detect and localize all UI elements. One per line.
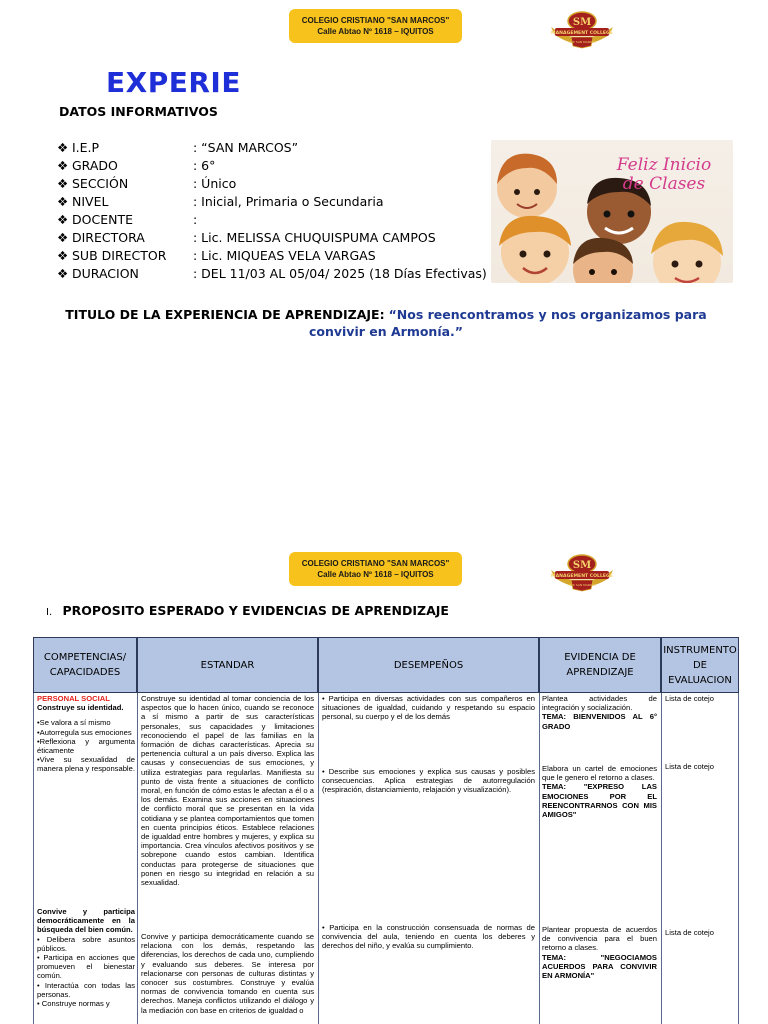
capacidad-item: • Delibera sobre asuntos públicos.	[37, 934, 135, 953]
column-divider	[738, 693, 739, 1024]
header-estandar: ESTANDAR	[137, 637, 318, 693]
info-value: : Inicial, Primaria o Secundaria	[193, 194, 384, 209]
diamond-bullet-icon: ❖	[57, 194, 69, 209]
info-row-nivel	[57, 194, 497, 212]
capacidad-item: •Vive su sexualidad de manera plena y responsable.	[37, 755, 135, 774]
info-label: DOCENTE	[72, 212, 133, 227]
instrumento-cell-1: Lista de cotejo	[665, 694, 714, 703]
info-row-subdirector	[57, 248, 497, 266]
estandar-cell-2: Convive y participa democráticamente cuando se relaciona con los demás, respetando las diferencias, los derechos de cada uno, cumpliendo y evaluando sus deberes. Se interesa por relacionarse con personas de culturas distintas y conocer sus costumbres. Construye y evalúa normas de convivencia tomando en cuenta sus derechos. Maneja conflictos utilizando el diálogo y la mediación con base en criterios de igualdad o	[141, 932, 314, 1015]
school-address: Calle Abtao Nº 1618 – IQUITOS	[317, 27, 434, 36]
evidencia-cell-1	[542, 694, 657, 731]
seal-initials: SM	[572, 560, 592, 571]
evidencia-text: Plantear propuesta de acuerdos de convivencia para el buen retorno a clases.	[542, 925, 657, 953]
capacidad-item: • Participa en acciones que promueven el bienestar común.	[37, 953, 135, 981]
area-label: PERSONAL SOCIAL	[37, 694, 110, 703]
info-label: NIVEL	[72, 194, 109, 209]
evidencia-cell-3	[542, 925, 657, 980]
experience-title-value: “Nos reencontramos y nos organizamos para convivir en Armonía.”	[308, 307, 707, 339]
info-row-seccion	[57, 176, 497, 194]
evidencia-cell-2	[542, 764, 657, 819]
desempeno-cell-1: • Participa en diversas actividades con sus compañeros en situaciones de igualdad, cuidando y respetando su espacio personal, su cuerpo y el de los demás	[322, 694, 535, 722]
evidencia-tema: TEMA: "EXPRESO LAS EMOCIONES POR EL REENCONTRARNOS CON MIS AMIGOS"	[542, 782, 657, 820]
info-label: SUB DIRECTOR	[72, 248, 167, 263]
seal-initials: SM	[572, 17, 592, 28]
info-label: SECCIÓN	[72, 176, 129, 191]
evidencia-text: Plantea actividades de integración y socialización.	[542, 694, 657, 713]
estandar-cell-1: Construye su identidad al tomar conciencia de los aspectos que lo hacen único, cuando se reconoce a sí mismo a partir de sus características personales, sus capacidades y limitaciones reconociendo el papel de las familias en la formación de dichas características. Aprecia su pertenencia cultural a un país diverso. Explica las causas y consecuencias de sus emociones, y utiliza estrategias para regularlas. Manifiesta su punto de vista frente a situaciones de conflicto moral, en función de cómo estas le afectan a él o a los demás. Examina sus acciones en situaciones de conflicto moral que se presentan en la vida cotidiana y se plantea comportamientos que tomen en cuenta principios éticos. Establece relaciones de igualdad entre hombres y mujeres, y explica su importancia. Crea vínculos afectivos positivos y se sobrepone cuando estos cambian. Identifica conductas para protegerse de situaciones que ponen en riesgo su integridad en relación a su sexualidad.	[141, 694, 314, 888]
diamond-bullet-icon: ❖	[57, 158, 69, 173]
header-desempenos: DESEMPEÑOS	[318, 637, 539, 693]
banner-text-line-2: de Clases	[622, 174, 706, 194]
info-value: :	[193, 212, 198, 227]
capacidad-item: •Se valora a sí mismo	[37, 718, 111, 728]
experience-title	[36, 306, 736, 340]
desempeno-cell-2: • Describe sus emociones y explica sus causas y posibles consecuencias. Aplica estrategias de autorregulación (respiración, distanciamiento, relajación y visualización).	[322, 767, 535, 795]
capacidad-item: • Construye normas y	[37, 999, 110, 1009]
evidencia-tema: TEMA: "NEGOCIAMOS ACUERDOS PARA CONVIVIR EN ARMONÍA"	[542, 952, 657, 981]
seal-sub: I.E.P. SAN MARCOS	[567, 583, 597, 587]
evidencia-text: Elabora un cartel de emociones que le genero el retorno a clases.	[542, 764, 657, 783]
banner-text	[599, 156, 729, 194]
info-value: : Lic. MELISSA CHUQUISPUMA CAMPOS	[193, 230, 436, 245]
info-row-docente	[57, 212, 497, 230]
evidencia-tema: TEMA: BIENVENIDOS AL 6° GRADO	[542, 712, 657, 731]
school-address: Calle Abtao Nº 1618 – IQUITOS	[317, 570, 434, 579]
column-divider	[137, 693, 138, 1024]
school-header-page-2	[289, 552, 462, 586]
info-value: : Lic. MIQUEAS VELA VARGAS	[193, 248, 376, 263]
column-divider	[661, 693, 662, 1024]
seal-sub: I.E.P. SAN MARCOS	[567, 40, 597, 44]
school-name: COLEGIO CRISTIANO "SAN MARCOS"	[301, 16, 450, 25]
capacidad-item: • Interactúa con todas las personas.	[37, 980, 135, 999]
banner-text-line-1: Feliz Inicio	[616, 155, 712, 175]
header-evidencia: EVIDENCIA DE APRENDIZAJE	[539, 637, 661, 693]
capacidad-item: •Autorregula sus emociones	[37, 727, 132, 737]
experience-title-label: TITULO DE LA EXPERIENCIA DE APRENDIZAJE:	[65, 307, 385, 322]
header-competencias: COMPETENCIAS/ CAPACIDADES	[33, 637, 137, 693]
feliz-inicio-banner-image	[491, 140, 733, 283]
school-name: COLEGIO CRISTIANO "SAN MARCOS"	[301, 559, 450, 568]
info-row-duracion	[57, 266, 497, 284]
info-value: : 6°	[193, 158, 216, 173]
desempeno-text: Describe sus emociones y explica sus causas y posibles consecuencias. Aplica estrategias de autorregulación (respiración, distanciamiento, relajación y visualización).	[322, 767, 535, 795]
school-seal-logo	[549, 9, 615, 49]
info-row-grado	[57, 158, 497, 176]
column-divider	[318, 693, 319, 1024]
competencia-cell-1	[37, 694, 135, 774]
header-instrumento: INSTRUMENTO DE EVALUACION	[661, 637, 739, 693]
info-row-iep	[57, 140, 497, 158]
diamond-bullet-icon: ❖	[57, 176, 69, 191]
info-row-directora	[57, 230, 497, 248]
info-label: DIRECTORA	[72, 230, 145, 245]
competencia-title: Construye su identidad.	[37, 703, 124, 713]
section-title-text: PROPOSITO ESPERADO Y EVIDENCIAS DE APRENDIZAJE	[62, 603, 449, 618]
diamond-bullet-icon: ❖	[57, 230, 69, 245]
section-title	[46, 603, 449, 618]
info-list	[57, 140, 497, 284]
desempeno-text: Participa en la construcción consensuada de normas de convivencia del aula, teniendo en cuenta los deberes y derechos del niño, y evalúa su cumplimiento.	[322, 923, 535, 951]
diamond-bullet-icon: ❖	[57, 248, 69, 263]
school-header	[289, 9, 462, 43]
info-label: GRADO	[72, 158, 118, 173]
school-seal-logo	[549, 552, 615, 592]
section-number: I.	[46, 607, 53, 618]
seal-band: MANAGEMENT COLLEGE	[551, 574, 613, 579]
proposito-table	[33, 637, 739, 1024]
diamond-bullet-icon: ❖	[57, 140, 69, 155]
instrumento-cell-3: Lista de cotejo	[665, 928, 714, 937]
diamond-bullet-icon: ❖	[57, 212, 69, 227]
competencia-cell-2	[37, 907, 135, 1008]
instrumento-cell-2: Lista de cotejo	[665, 762, 714, 771]
datos-informativos-title: DATOS INFORMATIVOS	[59, 104, 218, 119]
info-value: : Único	[193, 176, 237, 191]
info-value: : DEL 11/03 AL 05/04/ 2025 (18 Días Efectivas)	[193, 266, 487, 281]
column-divider	[539, 693, 540, 1024]
seal-band: MANAGEMENT COLLEGE	[551, 31, 613, 36]
capacidad-item: •Reflexiona y argumenta éticamente	[37, 736, 135, 756]
page-title: EXPERIE	[106, 66, 241, 99]
info-label: I.E.P	[72, 140, 100, 155]
info-value: : “SAN MARCOS”	[193, 140, 299, 155]
desempeno-text: Participa en diversas actividades con sus compañeros en situaciones de igualdad, cuidando y respetando su espacio personal, su cuerpo y el de los demás	[322, 694, 535, 722]
table-header-row	[33, 637, 739, 693]
diamond-bullet-icon: ❖	[57, 266, 69, 281]
desempeno-cell-3: • Participa en la construcción consensuada de normas de convivencia del aula, teniendo en cuenta los deberes y derechos del niño, y evalúa su cumplimiento.	[322, 923, 535, 951]
info-label: DURACION	[72, 266, 139, 281]
competencia-title: Convive y participa democráticamente en la búsqueda del bien común.	[37, 907, 135, 935]
column-divider	[33, 693, 34, 1024]
